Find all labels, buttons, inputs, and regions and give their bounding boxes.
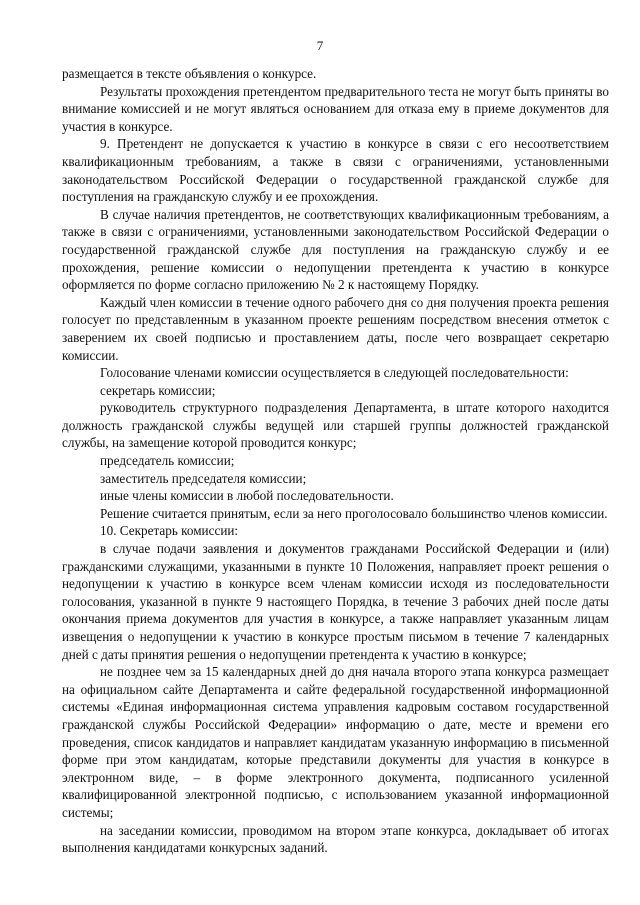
paragraph: в случае подачи заявления и документов гражданами Российской Федерации и (или) гражданскими служащими, указанными в пункте 10 Положения, направляет проект решения о недопущении к участию в конкурсе всем членам комиссии исходя из последовательности голосования, указанной в пункте 9 настоящего Порядка, в течение 3 рабочих дней после даты окончания приема документов для участия в конкурсе, а также направляет указанным лицам извещения о недопущении к участию в конкурсе простым письмом в течение 7 календарных дней с даты принятия решения о недопущении претендента к участию в конкурсе; — [62, 541, 609, 662]
document-body — [62, 65, 609, 857]
list-item: иные члены комиссии в любой последовательности. — [100, 488, 394, 504]
paragraph: В случае наличия претендентов, не соответствующих квалификационным требованиям, а также в связи с ограничениями, установленными законодательством Российской Федерации о государственной гражданской службе для поступления на гражданскую службу и ее прохождения, решение комиссии о недопущении претендента к участию в конкурсе оформляется по форме согласно приложению № 2 к настоящему Порядку. — [62, 206, 609, 293]
section-heading: 10. Секретарь комиссии: — [100, 523, 239, 539]
paragraph: Каждый член комиссии в течение одного рабочего дня со дня получения проекта решения голосует по представленным в указанном проекте решениям посредством внесения отметок с заверением их своей подписью и проставлением даты, после чего возвращает секретарю комиссии. — [62, 294, 609, 363]
paragraph: Решение считается принятым, если за него проголосовало большинство членов комиссии. — [100, 505, 608, 521]
list-item: секретарь комиссии; — [100, 382, 216, 398]
list-item: заместитель председателя комиссии; — [100, 470, 307, 486]
paragraph: на заседании комиссии, проводимом на втором этапе конкурса, докладывает об итогах выполнения кандидатами конкурсных заданий. — [62, 822, 609, 856]
list-item: руководитель структурного подразделения Департамента, в штате которого находится должность гражданской службы ведущей или старшей группы должностей гражданской службы, на замещение которой проводится конкурс; — [62, 400, 609, 451]
paragraph: не позднее чем за 15 календарных дней до дня начала второго этапа конкурса размещает на официальном сайте Департамента и сайте федеральной государственной информационной системы «Единая информационная система управления кадровым составом государственной гражданской службы Российской Федерации» информацию о дате, месте и времени его проведения, список кандидатов и направляет кандидатам указанную информацию в письменной форме при этом кандидатам, которые представили документы для участия в конкурсе в электронном виде, – в форме электронного документа, подписанного усиленной квалифицированной электронной подписью, с использованием указанной информационной системы; — [62, 664, 609, 820]
page-number: 7 — [316, 38, 324, 53]
paragraph: 9. Претендент не допускается к участию в конкурсе в связи с его несоответствием квалификационным требованиям, а также в связи с ограничениями, установленными законодательством Российской Федерации о государственной гражданской службе для поступления на гражданскую службу и ее прохождения. — [62, 136, 609, 205]
list-item: председатель комиссии; — [100, 453, 235, 469]
paragraph: Голосование членами комиссии осуществляется в следующей последовательности: — [100, 365, 569, 381]
paragraph: размещается в тексте объявления о конкурсе. — [62, 66, 317, 81]
paragraph: Результаты прохождения претендентом предварительного теста не могут быть приняты во внимание комиссией и не могут являться основанием для отказа ему в приеме документов для участия в конкурсе. — [62, 83, 610, 134]
